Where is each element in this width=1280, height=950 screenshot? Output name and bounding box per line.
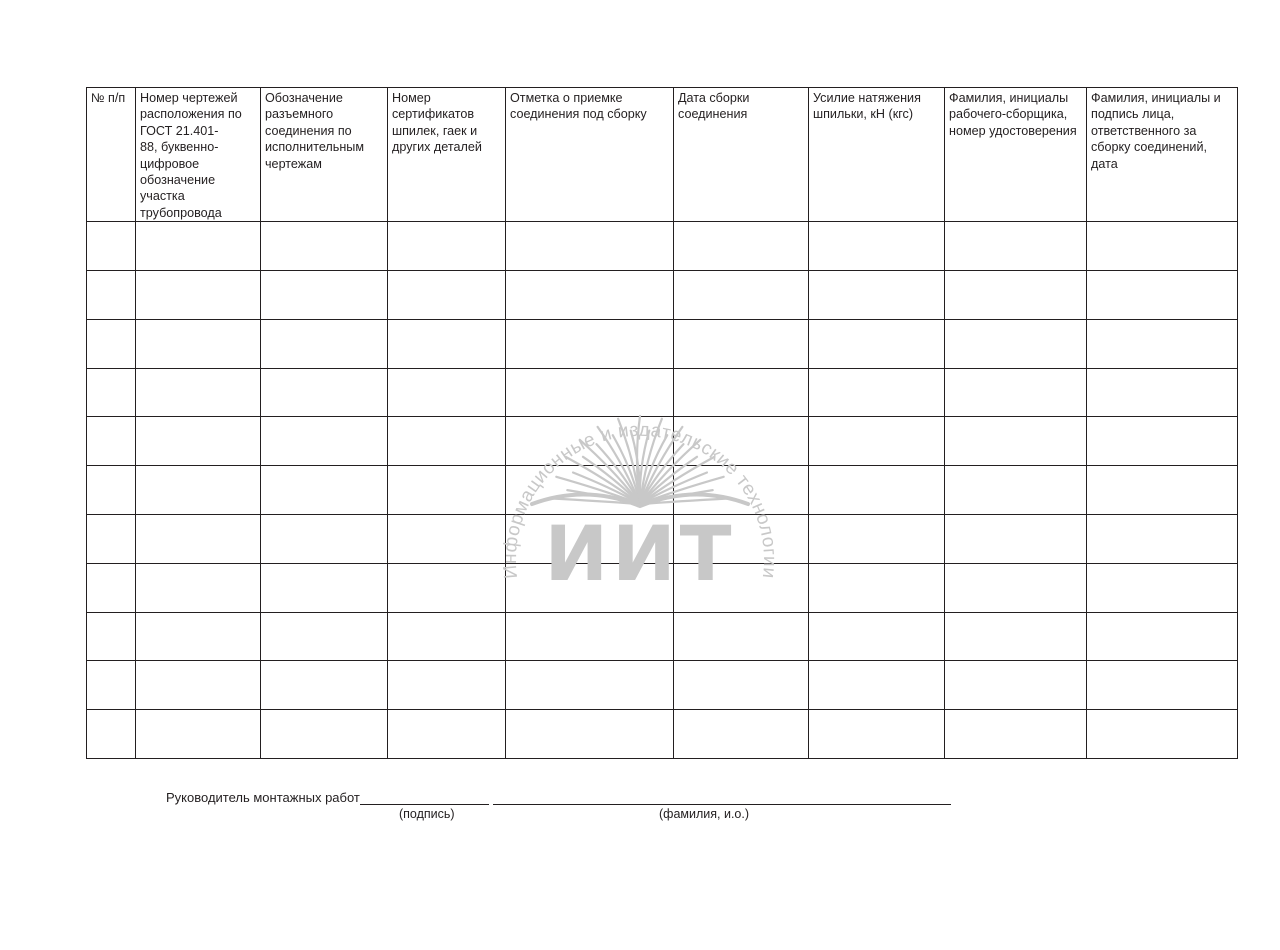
column-header-line: других деталей xyxy=(392,140,482,155)
name-line xyxy=(493,804,951,805)
table-row xyxy=(87,417,1238,466)
column-header-line: цифровое xyxy=(140,156,200,171)
table-cell[interactable] xyxy=(1087,661,1238,710)
table-cell[interactable] xyxy=(506,319,674,368)
table-cell[interactable] xyxy=(809,612,945,661)
table-cell[interactable] xyxy=(1087,368,1238,417)
table-cell[interactable] xyxy=(506,417,674,466)
column-header-line: Фамилия, инициалы и xyxy=(1091,91,1221,105)
table-cell[interactable] xyxy=(945,271,1087,320)
column-header-line: Номер xyxy=(392,91,431,105)
table-cell[interactable] xyxy=(87,661,136,710)
table-row xyxy=(87,319,1238,368)
table-cell[interactable] xyxy=(674,466,809,515)
table-cell[interactable] xyxy=(945,612,1087,661)
table-cell[interactable] xyxy=(809,710,945,759)
table-cell[interactable] xyxy=(945,710,1087,759)
column-header xyxy=(945,88,1087,222)
table-cell[interactable] xyxy=(1087,417,1238,466)
table-cell[interactable] xyxy=(506,710,674,759)
table-cell[interactable] xyxy=(87,319,136,368)
column-header-line: соединения по xyxy=(265,123,352,138)
column-header-line: разъемного xyxy=(265,107,334,122)
table-cell[interactable] xyxy=(674,710,809,759)
name-caption: (фамилия, и.о.) xyxy=(659,807,750,821)
table-cell[interactable] xyxy=(1087,710,1238,759)
column-header-line: Обозначение xyxy=(265,91,343,105)
table-cell[interactable] xyxy=(809,515,945,564)
table-body xyxy=(87,222,1238,759)
table-cell[interactable] xyxy=(388,319,506,368)
column-header-line: Номер чертежей xyxy=(140,91,238,105)
table-row xyxy=(87,710,1238,759)
table-cell[interactable] xyxy=(674,515,809,564)
table-cell[interactable] xyxy=(809,466,945,515)
table-cell[interactable] xyxy=(506,661,674,710)
column-header-line: номер удостоверения xyxy=(949,123,1077,138)
table-cell[interactable] xyxy=(136,271,261,320)
table-cell[interactable] xyxy=(809,271,945,320)
table-cell[interactable] xyxy=(261,661,388,710)
table-cell[interactable] xyxy=(945,515,1087,564)
table-cell[interactable] xyxy=(87,417,136,466)
table-row xyxy=(87,563,1238,612)
table-cell[interactable] xyxy=(261,466,388,515)
table-cell[interactable] xyxy=(87,563,136,612)
table-row xyxy=(87,222,1238,271)
table-cell[interactable] xyxy=(945,661,1087,710)
table-cell[interactable] xyxy=(136,661,261,710)
column-header-line: ответственного за xyxy=(1091,123,1197,138)
signature-caption: (подпись) xyxy=(399,807,455,821)
table-cell[interactable] xyxy=(87,368,136,417)
signature-line xyxy=(360,804,489,805)
table-cell[interactable] xyxy=(261,612,388,661)
table-cell[interactable] xyxy=(388,710,506,759)
table-cell[interactable] xyxy=(809,661,945,710)
column-header xyxy=(136,88,261,222)
table-cell[interactable] xyxy=(1087,319,1238,368)
table-cell[interactable] xyxy=(506,612,674,661)
table-row xyxy=(87,271,1238,320)
column-header-line: Усилие натяжения xyxy=(813,91,921,105)
table-cell[interactable] xyxy=(136,319,261,368)
table-cell[interactable] xyxy=(261,368,388,417)
table-cell[interactable] xyxy=(261,319,388,368)
table-cell[interactable] xyxy=(1087,222,1238,271)
table-cell[interactable] xyxy=(136,222,261,271)
column-header-line: расположения по xyxy=(140,107,242,122)
table-cell[interactable] xyxy=(87,222,136,271)
table-cell[interactable] xyxy=(388,563,506,612)
table-cell[interactable] xyxy=(809,368,945,417)
table-cell[interactable] xyxy=(506,368,674,417)
column-header-line: ГОСТ 21.401- xyxy=(140,123,219,138)
table-cell[interactable] xyxy=(674,368,809,417)
column-header-line: рабочего-сборщика, xyxy=(949,107,1068,122)
table-cell[interactable] xyxy=(87,271,136,320)
table-cell[interactable] xyxy=(674,661,809,710)
table-cell[interactable] xyxy=(261,515,388,564)
column-header-line: сборку соединений, xyxy=(1091,140,1208,155)
table-header-row xyxy=(87,88,1238,222)
table-cell[interactable] xyxy=(388,222,506,271)
column-header-line: трубопровода xyxy=(140,205,222,220)
table-cell[interactable] xyxy=(136,563,261,612)
table-cell[interactable] xyxy=(87,515,136,564)
column-header xyxy=(506,88,674,222)
table-cell[interactable] xyxy=(388,612,506,661)
table-cell[interactable] xyxy=(87,612,136,661)
table-cell[interactable] xyxy=(674,417,809,466)
table-cell[interactable] xyxy=(388,368,506,417)
column-header-line: Отметка о приемке xyxy=(510,91,623,105)
table-cell[interactable] xyxy=(809,417,945,466)
column-header-line: № п/п xyxy=(91,91,126,105)
table-cell[interactable] xyxy=(674,222,809,271)
table-cell[interactable] xyxy=(809,563,945,612)
table-cell[interactable] xyxy=(87,710,136,759)
table-row xyxy=(87,612,1238,661)
column-header xyxy=(1087,88,1238,222)
watermark-logo-text: ИИТ xyxy=(544,509,736,598)
watermark-arc-text: Информационные и издательские технологии xyxy=(499,419,781,580)
column-header xyxy=(388,88,506,222)
column-header-line: участка xyxy=(140,189,185,204)
table-cell[interactable] xyxy=(136,368,261,417)
table-cell[interactable] xyxy=(136,417,261,466)
column-header-line: шпильки, кН (кгс) xyxy=(813,107,914,122)
table-cell[interactable] xyxy=(261,222,388,271)
column-header-line: соединения xyxy=(678,107,748,122)
table-cell[interactable] xyxy=(674,612,809,661)
table-cell[interactable] xyxy=(136,612,261,661)
column-header-line: чертежам xyxy=(265,156,322,171)
column-header-line: соединения под сборку xyxy=(510,107,647,122)
table-cell[interactable] xyxy=(1087,612,1238,661)
table-cell[interactable] xyxy=(506,222,674,271)
column-header-line: шпилек, гаек и xyxy=(392,123,478,138)
column-header-line: исполнительным xyxy=(265,140,365,155)
signature-label: Руководитель монтажных работ xyxy=(166,790,360,805)
table-cell[interactable] xyxy=(388,661,506,710)
table-cell[interactable] xyxy=(1087,563,1238,612)
table-cell[interactable] xyxy=(945,466,1087,515)
table-row xyxy=(87,661,1238,710)
column-header-line: обозначение xyxy=(140,173,216,188)
column-header-line: Дата сборки xyxy=(678,91,750,105)
table-cell[interactable] xyxy=(674,319,809,368)
table-cell[interactable] xyxy=(136,710,261,759)
table-cell[interactable] xyxy=(809,319,945,368)
column-header xyxy=(261,88,388,222)
table-cell[interactable] xyxy=(945,319,1087,368)
table-cell[interactable] xyxy=(674,271,809,320)
table-cell[interactable] xyxy=(945,417,1087,466)
column-header-line: Фамилия, инициалы xyxy=(949,91,1069,105)
column-header-line: дата xyxy=(1091,156,1118,171)
table-cell[interactable] xyxy=(945,563,1087,612)
table-cell[interactable] xyxy=(136,515,261,564)
table-cell[interactable] xyxy=(1087,515,1238,564)
table-cell[interactable] xyxy=(136,466,261,515)
column-header xyxy=(87,88,136,222)
table-cell[interactable] xyxy=(1087,271,1238,320)
column-header-line: подпись лица, xyxy=(1091,107,1175,122)
table-row xyxy=(87,515,1238,564)
table-cell[interactable] xyxy=(506,271,674,320)
table-cell[interactable] xyxy=(809,222,945,271)
table-cell[interactable] xyxy=(674,563,809,612)
table-cell[interactable] xyxy=(388,417,506,466)
table-cell[interactable] xyxy=(945,222,1087,271)
table-cell[interactable] xyxy=(506,563,674,612)
table-row xyxy=(87,368,1238,417)
table-row xyxy=(87,466,1238,515)
table-cell[interactable] xyxy=(388,515,506,564)
table-cell[interactable] xyxy=(261,563,388,612)
table-cell[interactable] xyxy=(261,271,388,320)
column-header xyxy=(674,88,809,222)
table-cell[interactable] xyxy=(506,466,674,515)
table-cell[interactable] xyxy=(388,466,506,515)
column-header-line: 88, буквенно- xyxy=(140,140,219,155)
table-cell[interactable] xyxy=(87,466,136,515)
column-header xyxy=(809,88,945,222)
table-cell[interactable] xyxy=(1087,466,1238,515)
table-cell[interactable] xyxy=(945,368,1087,417)
column-header-line: сертификатов xyxy=(392,107,475,122)
table-cell[interactable] xyxy=(388,271,506,320)
table-cell[interactable] xyxy=(506,515,674,564)
table-cell[interactable] xyxy=(261,710,388,759)
assembly-register-table xyxy=(86,87,1238,759)
table-cell[interactable] xyxy=(261,417,388,466)
